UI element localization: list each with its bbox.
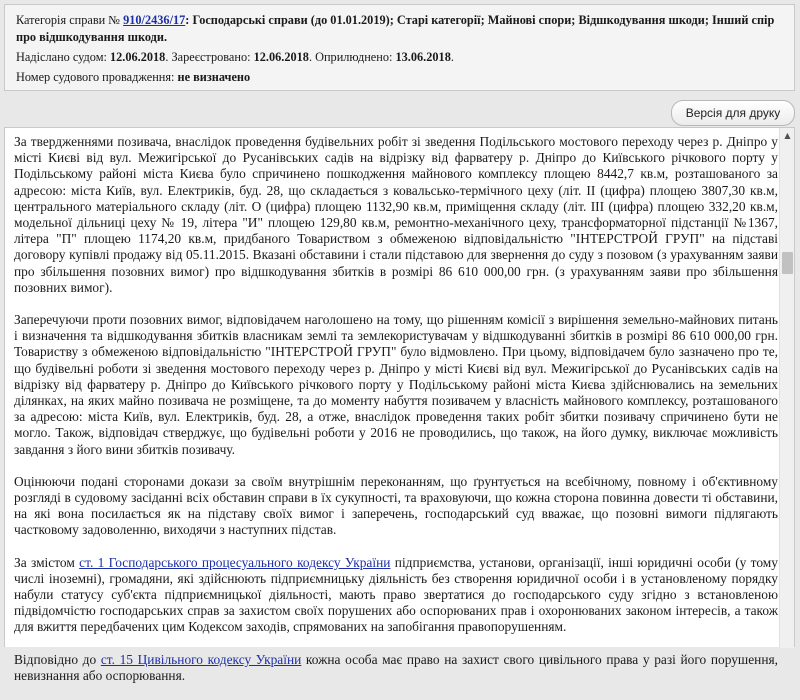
published-date: 13.06.2018 — [395, 50, 451, 64]
registered-date: 12.06.2018 — [253, 50, 309, 64]
proceeding-row — [16, 69, 783, 86]
civil-code-link[interactable]: ст. 15 Цивільного кодексу України — [100, 651, 302, 667]
published-end: . — [450, 50, 454, 64]
case-info-panel — [4, 4, 795, 91]
paragraph-text: Відповідно до — [14, 651, 101, 667]
case-number-link[interactable]: 910/2436/17 — [123, 13, 186, 27]
document-paragraph — [14, 652, 778, 684]
proceeding-label: Номер судового провадження: — [16, 70, 178, 84]
proceeding-value: не визначено — [177, 70, 251, 84]
sent-date: 12.06.2018 — [109, 50, 166, 64]
commercial-procedure-code-link[interactable]: ст. 1 Господарського процесуального кодексу України — [79, 554, 391, 570]
case-dates-row — [16, 49, 783, 66]
document-text — [14, 128, 778, 700]
document-paragraph: Заперечуючи проти позовних вимог, відповідачем наголошено на тому, що рішенням комісії з вирішення земельно-майнових питань і визначення та відшкодування збитків власникам землі та землекористувачам у відшкодуванні збитків в розмірі 86 610 000,00 грн. Товариству з обмеженою відповідальністю "ІНТЕРСТРОЙ ГРУП" було відмовлено. При цьому, відповідачем було зазначено про те, що будівельні роботи зі зведення мостового переходу через р. Дніпро у місті Києві від вул. Межигірської до Русанівських садів на відрізку від фарватеру р. Дніпро до Київського річкового порту у Подільському районі міста Києва здійснювались на земельних ділянках, на яких майно позивача не розміщене, та до моменту набуття позивачем у власність майнового комплексу, розташованого за адресою: міста Київ, вул. Електриків, буд. 28, а отже, внаслідок проведення таких робіт збитки позивачу спричинено бути не могло. Також, відповідач стверджує, що будівельні роботи у 2016 не проводились, що також, на його думку, виключає можливість завдання з його вини збитків позивачу. — [14, 312, 778, 457]
print-version-button[interactable]: Версія для друку — [671, 100, 795, 126]
paragraph-text: кожна особа має право на захист свого цивільного права у разі його порушення, невизнання або оспорювання. — [14, 651, 779, 683]
document-paragraph: За твердженнями позивача, внаслідок проведення будівельних робіт зі зведення Подільського мостового переходу через р. Дніпро у місті Києві від вул. Межигірської до Русанівських садів на відрізку від фарватеру р. Дніпро до Київського річкового порту у Подільському районі міста Києва було спричинено пошкодження майнового комплексу площею 8442,7 кв.м, розташованого за адресою: міста Київ, вул. Електриків, буд. 28, що складається з ковальсько-термічного цеху (літ. ІІ (цифра) площею 3807,30 кв.м, центрального матеріального складу (літ. О (цифра) площею 1132,90 кв.м, приміщення складу (літ. ІІІ (цифра) площею 332,20 кв.м, модельної дільниці цеху № 19, літера "И" площею 129,80 кв.м, ремонтно-механічного цеху, трансформаторної підстанції №1367, літера "П" площею 1174,20 кв.м, придбаного Товариством з обмеженою відповідальністю "ІНТЕРСТРОЙ ГРУП" на підставі договору купівлі продажу від 05.11.2015. Вказані обставини і стали підставою для звернення до суду з позовом (з урахуванням заяви про збільшення позовних вимог) про відшкодування збитків в розмірі 86 610 000,00 грн. (з урахуванням заяви про збільшення позовних вимог). — [14, 134, 778, 295]
category-text: : Господарські справи (до 01.01.2019); Старі категорії; Майнові спори; Відшкодування шкоди; Інший спір про відшкодування шкоди. — [16, 13, 775, 44]
category-label: Категорія справи № — [16, 13, 124, 27]
published-label: . Оприлюднено: — [308, 50, 396, 64]
paragraph-text: За змістом — [14, 554, 80, 570]
document-viewer — [4, 127, 795, 683]
registered-label: . Зареєстровано: — [165, 50, 254, 64]
scroll-up-icon[interactable]: ▲ — [784, 131, 791, 140]
document-paragraph — [14, 555, 778, 636]
scrollbar-thumb[interactable] — [782, 252, 793, 274]
vertical-scrollbar[interactable] — [779, 128, 794, 648]
sent-label: Надіслано судом: — [16, 50, 110, 64]
case-category-row — [16, 12, 783, 46]
paragraph-text: підприємства, установи, організації, інші юридичні особи (у тому числі іноземні), громадяни, які здійснюють підприємницьку діяльність без створення юридичної особи і в установленому порядку набули статусу суб'єкта підприємницької діяльності, мають право звертатися до господарського суду згідно з встановленою підвідомчістю господарських справ за захистом своїх порушених або оспорюваних прав і охоронюваних законом інтересів, а також для вжиття передбачених цим Кодексом заходів, спрямованих на запобігання правопорушенням. — [14, 554, 778, 635]
document-paragraph: Оцінюючи подані сторонами докази за своїм внутрішнім переконанням, що ґрунтується на всебічному, повному і об'єктивному розгляді в судовому засіданні всіх обставин справи в їх сукупності, та враховуючи, що кожна сторона повинна довести ті обставини, на які вона посилається як на підставу своїх вимог і заперечень, господарський суд вважає, що позовні вимоги підлягають частковому задоволенню, виходячи з наступних підстав. — [14, 473, 778, 538]
